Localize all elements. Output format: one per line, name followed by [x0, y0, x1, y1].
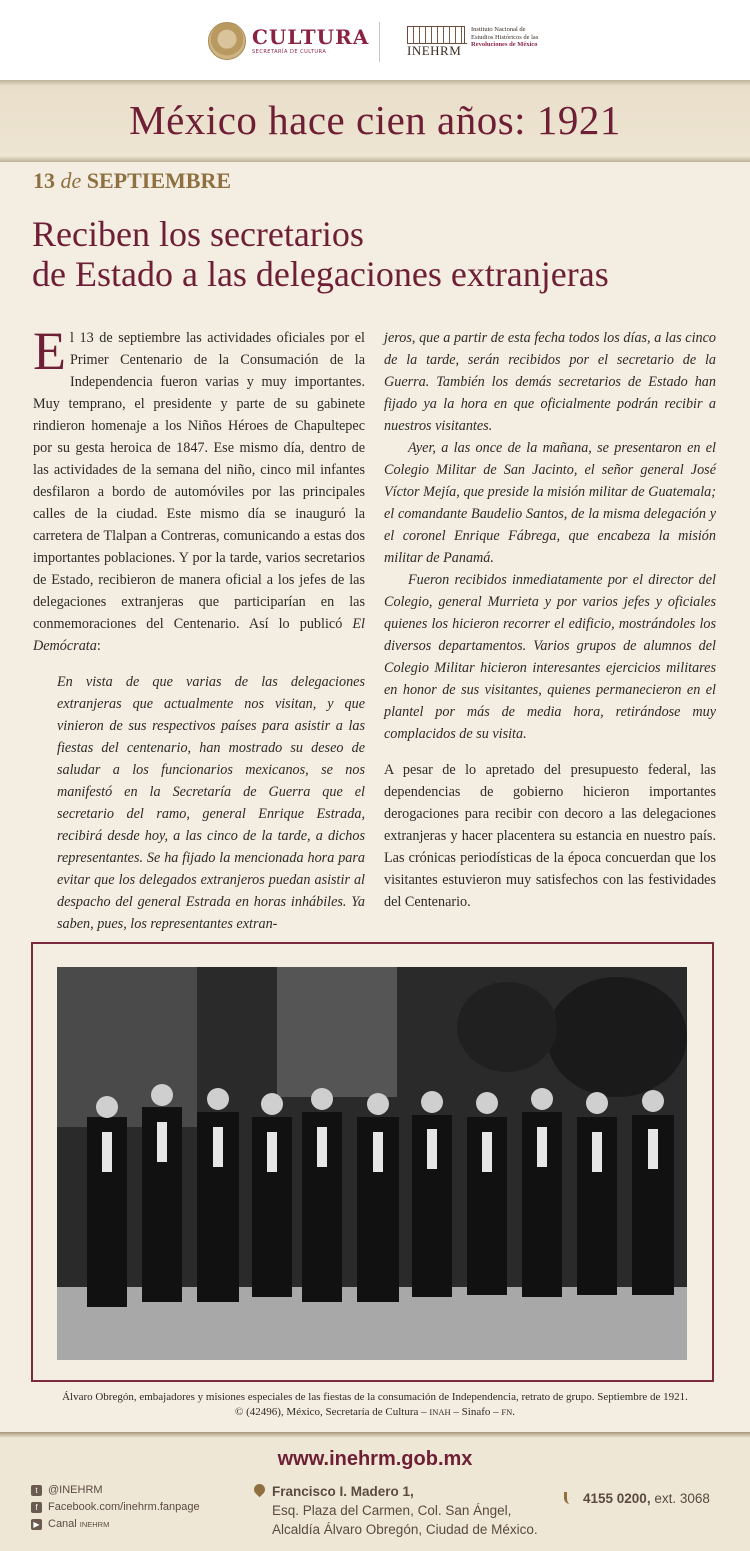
date-month: SEPTIEMBRE	[86, 168, 232, 193]
youtube-icon: ▶	[31, 1519, 42, 1530]
article-date	[33, 168, 231, 194]
article-headline	[32, 214, 609, 294]
quote-paragraph-3: Fueron recibidos inmediatamente por el director del Colegio, general Murrieta y por varios jefes y oficiales quienes los hicieron recorrer el edificio, mostrándoles los diversos departamentos. Varios grupos de alumnos del Colegio Militar hicieron interesantes ejercicios militares en honor de sus visitantes, quienes permanecieron en el plantel por más de media hora, retirándose muy complacidos de su visita.	[384, 572, 716, 742]
quote-paragraph-1: En vista de que varias de las delegaciones extranjeras que actualmente nos visitan, y que vinieron de sus respectivos países para asistir a las fiestas del centenario, han mostrado su deseo de saludar a los funcionarios mexicanos, se nos manifestó en la Secretaría de Guerra que el secretario del ramo, general Enrique Estrada, recibirá desde hoy, a las cinco de la tarde, a dichos representantes. Se ha fijado la mencionada hora para evitar que los delegados extranjeros puedan asistir al despacho del general Estrada en horas inhábiles. Ya saben, pues, los representantes extran-	[57, 674, 365, 932]
article-column-left	[33, 321, 365, 935]
caption-credit-a: © (42496), México, Secretaría de Cultura –	[235, 1406, 430, 1418]
address-line3: Alcaldía Álvaro Obregón, Ciudad de México.	[272, 1522, 538, 1537]
caption-credit-b: – Sinafo –	[450, 1406, 502, 1418]
footer-divider	[0, 1432, 750, 1438]
social-links	[31, 1482, 200, 1533]
phone-extension: ext. 3068	[654, 1491, 710, 1506]
twitter-handle: @INEHRM	[48, 1484, 103, 1496]
newspaper-name: El Demócrata	[33, 616, 365, 654]
phone-number: 4155 0200,	[583, 1491, 651, 1506]
intro-end: :	[96, 638, 101, 654]
facebook-url: Facebook.com/inehrm.fanpage	[48, 1501, 200, 1513]
cultura-logo-title: CULTURA	[252, 25, 370, 49]
date-day: 13	[33, 168, 55, 193]
caption-line2	[0, 1405, 750, 1420]
youtube-channel: INEHRM	[79, 1520, 110, 1529]
quote-continuation: jeros, que a partir de esta fecha todos los días, a las cinco de la tarde, serán recibidos por el secretario de la Guerra. También los demás secretarios de Estado han fijado ya la hora en que oficialmente podrán recibir a nuestros visitantes.	[384, 330, 716, 434]
inehrm-desc-line1: Instituto Nacional de	[471, 26, 526, 33]
national-seal-icon	[208, 22, 246, 60]
phone-icon	[564, 1492, 577, 1504]
cultura-logo-subtitle: SECRETARÍA DE CULTURA	[252, 49, 327, 55]
inehrm-desc-line2: Estudios Históricos de las	[471, 33, 539, 41]
date-de: de	[60, 168, 82, 193]
quote-paragraph-2: Ayer, a las once de la mañana, se presentaron en el Colegio Militar de San Jacinto, el señor general José Víctor Mejía, que preside la misión militar de Guatemala; el comandante Baudelio Santos, de la misma delegación y el coronel Enrique Fábrega, que encabeza la misión militar de Panamá.	[384, 440, 716, 566]
caption-line1: Álvaro Obregón, embajadores y misiones especiales de las fiestas de la consumación de Independencia, retrato de grupo. Septiembre de 1921.	[62, 1391, 688, 1403]
postal-address	[254, 1482, 538, 1539]
building-icon	[407, 26, 465, 43]
twitter-link[interactable]	[31, 1482, 200, 1499]
address-line2: Esq. Plaza del Carmen, Col. San Ángel,	[272, 1503, 512, 1518]
intro-paragraph	[33, 321, 365, 657]
address-line1: Francisco I. Madero 1,	[272, 1484, 414, 1499]
drop-cap: E	[33, 321, 66, 381]
phone-contact[interactable]	[564, 1491, 710, 1506]
article-column-right	[384, 327, 716, 913]
intro-text: l 13 de septiembre las actividades oficiales por el Primer Centenario de la Consumación de la Independencia fueron varias y muy importantes. Muy temprano, el presidente y parte de su gabinete rindieron homenaje a los Niños Héroes de Chapultepec por su gesta heroica de 1847. Ese mismo día, dentro de las actividades de la semana del niño, cinco mil infantes desfilaron a bordo de automóviles por las principales calles de la ciudad. Este mismo día se inauguró la carretera de Tlalpan a Contreras, comunicando a estas dos importantes poblaciones. Y por la tarde, varios secretarios de Estado, recibieron de manera oficial a los jefes de las delegaciones extranjeras que participarían en las conmemoraciones del Centenario. Así lo publicó	[33, 330, 365, 632]
youtube-link[interactable]	[31, 1516, 200, 1533]
photo-illustration	[57, 967, 687, 1360]
headline-line2: de Estado a las delegaciones extranjeras	[32, 254, 609, 294]
caption-fn: FN	[501, 1407, 513, 1417]
facebook-icon: f	[31, 1502, 42, 1513]
twitter-icon: t	[31, 1485, 42, 1496]
facebook-link[interactable]	[31, 1499, 200, 1516]
inehrm-logo[interactable]	[407, 26, 538, 58]
caption-inah: INAH	[429, 1407, 451, 1417]
youtube-label: Canal	[48, 1518, 77, 1530]
caption-credit-c: .	[512, 1406, 515, 1418]
header-divider	[379, 22, 380, 62]
group-portrait-photo	[57, 967, 687, 1360]
top-header	[0, 0, 750, 80]
inehrm-logo-word: INEHRM	[407, 43, 467, 58]
cultura-logo[interactable]	[208, 22, 369, 60]
photo-caption	[0, 1390, 750, 1420]
inehrm-desc-line3: Revoluciones de México	[471, 41, 538, 48]
headline-line1: Reciben los secretarios	[32, 214, 364, 254]
website-link[interactable]: www.inehrm.gob.mx	[277, 1448, 473, 1470]
inehrm-logo-description	[471, 26, 538, 49]
page-title: México hace cien años: 1921	[129, 97, 621, 143]
closing-paragraph: A pesar de lo apretado del presupuesto federal, las dependencias de gobierno hicieron importantes derogaciones para recibir con decoro a las delegaciones extranjeras y hacer placentera su estancia en nuestro país. Las crónicas periodísticas de la época concuerdan que los visitantes estuvieron muy satisfechos con las festividades del Centenario.	[384, 762, 716, 910]
